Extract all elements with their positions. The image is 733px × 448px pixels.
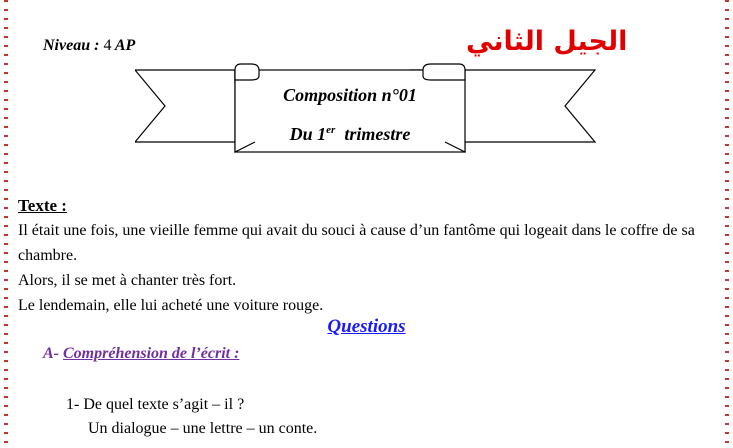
questions-heading: Questions xyxy=(327,316,406,337)
ribbon-banner xyxy=(135,62,605,162)
question-1-options: Un dialogue – une lettre – un conte. xyxy=(88,420,318,437)
page-border-right xyxy=(725,0,729,448)
niveau-suffix: AP xyxy=(114,37,136,54)
texte-heading: Texte : xyxy=(18,196,67,215)
ribbon-left-tail xyxy=(135,70,235,142)
question-1-number: 1- xyxy=(66,396,80,413)
texte-paragraph-1: Il était une fois, une vieille femme qui avait du souci à cause d’un fantôme qui logeait dans le coffre de sa chambre. xyxy=(18,222,695,264)
niveau-label: Niveau : xyxy=(43,37,100,54)
arabic-title: الجيل الثاني xyxy=(466,26,628,57)
page-border-left xyxy=(4,0,8,448)
section-a-label: Compréhension de l’écrit : xyxy=(63,345,240,362)
trimestre-title xyxy=(235,124,465,145)
trimestre-suffix: trimestre xyxy=(335,124,411,144)
section-a-prefix: A- xyxy=(43,345,59,362)
niveau-value: 4 xyxy=(103,37,112,54)
trimestre-ordinal: er xyxy=(326,124,336,136)
composition-title: Composition n°01 xyxy=(283,85,417,105)
ribbon-right-curl xyxy=(423,64,465,80)
question-1-text: De quel texte s’agit – il ? xyxy=(83,396,245,413)
texte-paragraph-3: Le lendemain, elle lui acheté une voiture rouge. xyxy=(18,297,324,314)
trimestre-prefix: Du 1 xyxy=(289,124,327,144)
section-a-heading xyxy=(43,345,239,363)
question-1 xyxy=(66,396,244,414)
texte-paragraph-2: Alors, il se met à chanter très fort. xyxy=(18,272,237,289)
ribbon-left-curl xyxy=(235,64,259,80)
niveau-line xyxy=(43,37,135,55)
